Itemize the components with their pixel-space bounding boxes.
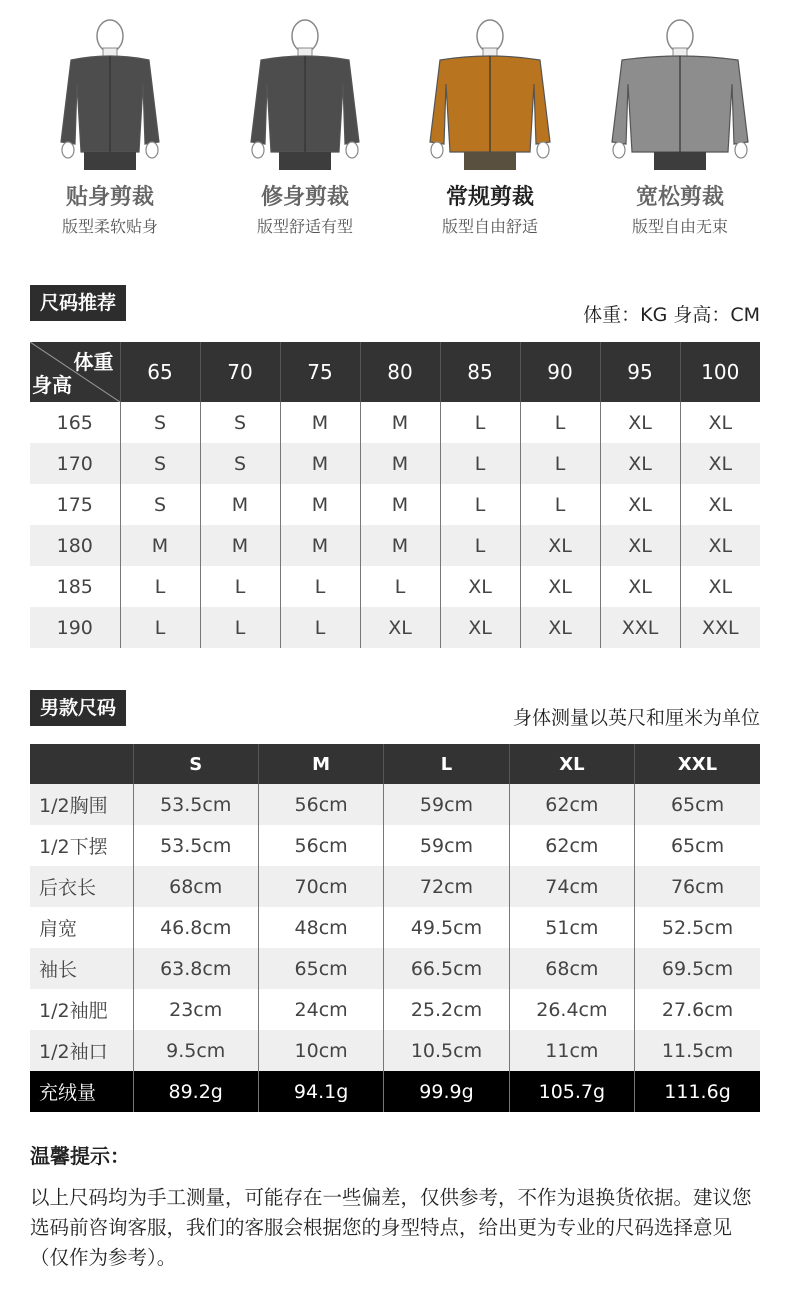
measure-label: 1/2胸围 bbox=[30, 784, 133, 825]
size-cell: M bbox=[360, 525, 440, 566]
size-cell: XL bbox=[708, 411, 733, 434]
measure-label: 肩宽 bbox=[30, 907, 133, 948]
size-cell: L bbox=[440, 525, 520, 566]
measure-cell: 11.5cm bbox=[635, 1030, 760, 1071]
height-cell: 180 bbox=[30, 525, 120, 566]
down-fill-cell: 105.7g bbox=[509, 1071, 634, 1112]
measure-cell: 63.8cm bbox=[133, 948, 258, 989]
measure-cell: 59cm bbox=[384, 825, 509, 866]
size-cell: XL bbox=[600, 484, 680, 525]
down-fill-row bbox=[30, 1071, 760, 1112]
tips-body: 以上尺码均为手工测量，可能存在一些偏差，仅供参考，不作为退换货依据。建议您选码前咨询客服，我们的客服会根据您的身型特点，给出更为专业的尺码选择意见（仅作为参考）。 bbox=[30, 1186, 752, 1269]
measure-cell: 10.5cm bbox=[384, 1030, 509, 1071]
size-cell: XL bbox=[680, 525, 760, 566]
measure-cell: 48cm bbox=[258, 907, 383, 948]
size-header: S bbox=[133, 744, 258, 784]
measure-cell: 11cm bbox=[509, 1030, 634, 1071]
measure-cell: 70cm bbox=[258, 866, 383, 907]
size-cell: M bbox=[280, 525, 360, 566]
size-cell: M bbox=[200, 484, 280, 525]
size-cell: XXL bbox=[680, 607, 760, 648]
size-header: M bbox=[258, 744, 383, 784]
table-row bbox=[30, 443, 760, 484]
table-row bbox=[30, 784, 760, 825]
measure-label: 1/2袖肥 bbox=[30, 989, 133, 1030]
mens-size-tag: 男款尺码 bbox=[30, 690, 126, 726]
size-cell: S bbox=[200, 443, 280, 484]
measure-cell: 65cm bbox=[670, 834, 725, 857]
height-label: 身高 bbox=[32, 373, 72, 397]
size-cell: M bbox=[360, 443, 440, 484]
size-cell: XL bbox=[360, 607, 440, 648]
size-cell: XXL bbox=[600, 607, 680, 648]
table-row bbox=[30, 989, 760, 1030]
size-header: XXL bbox=[635, 744, 760, 784]
measure-label: 1/2下摆 bbox=[30, 825, 133, 866]
fit-card-3 bbox=[395, 0, 585, 238]
weight-header: 65 bbox=[120, 342, 200, 402]
table-row bbox=[30, 484, 760, 525]
measure-label: 后衣长 bbox=[30, 866, 133, 907]
table-row bbox=[30, 607, 760, 648]
measure-cell: 76cm bbox=[635, 866, 760, 907]
size-cell: XL bbox=[440, 607, 520, 648]
measure-cell: 46.8cm bbox=[133, 907, 258, 948]
size-cell: S bbox=[200, 402, 280, 443]
size-cell: S bbox=[120, 484, 200, 525]
table-row bbox=[30, 1030, 760, 1071]
size-cell: M bbox=[360, 484, 440, 525]
measure-cell: 27.6cm bbox=[661, 998, 734, 1021]
size-cell: S bbox=[120, 443, 200, 484]
table-row bbox=[30, 825, 760, 866]
height-cell: 165 bbox=[30, 402, 120, 443]
down-fill-label: 充绒量 bbox=[30, 1071, 133, 1112]
weight-header: 90 bbox=[520, 342, 600, 402]
measure-cell: 56cm bbox=[258, 825, 383, 866]
measure-cell: 62cm bbox=[509, 784, 634, 825]
size-cell: M bbox=[280, 402, 360, 443]
fit-title: 常规剪裁 bbox=[445, 185, 534, 210]
measure-cell: 26.4cm bbox=[509, 989, 634, 1030]
size-cell: XL bbox=[708, 493, 733, 516]
measure-cell: 66.5cm bbox=[384, 948, 509, 989]
height-cell: 190 bbox=[30, 607, 120, 648]
measure-cell: 68cm bbox=[509, 948, 634, 989]
measure-cell: 10cm bbox=[258, 1030, 383, 1071]
size-cell: XL bbox=[600, 525, 680, 566]
fit-types bbox=[0, 0, 790, 250]
jacket-figure-icon bbox=[15, 12, 205, 172]
jacket-figure-icon bbox=[395, 12, 585, 172]
blank-header bbox=[30, 744, 133, 784]
recommend-unit-note: 体重：KG 身高：CM bbox=[583, 304, 760, 326]
weight-header: 95 bbox=[600, 342, 680, 402]
weight-header: 80 bbox=[360, 342, 440, 402]
size-cell: L bbox=[440, 484, 520, 525]
measure-cell: 65cm bbox=[258, 948, 383, 989]
table-row bbox=[30, 907, 760, 948]
weight-header: 70 bbox=[200, 342, 280, 402]
size-header: L bbox=[384, 744, 509, 784]
measure-cell: 51cm bbox=[509, 907, 634, 948]
size-cell: XL bbox=[520, 607, 600, 648]
weight-header: 100 bbox=[680, 342, 760, 402]
down-fill-cell: 99.9g bbox=[384, 1071, 509, 1112]
size-cell: XL bbox=[520, 525, 600, 566]
size-cell: XL bbox=[600, 402, 680, 443]
measure-label: 袖长 bbox=[30, 948, 133, 989]
fit-title: 贴身剪裁 bbox=[65, 185, 154, 210]
corner-header bbox=[30, 342, 120, 402]
size-cell: XL bbox=[520, 566, 600, 607]
size-cell: XL bbox=[440, 566, 520, 607]
measure-cell: 49.5cm bbox=[384, 907, 509, 948]
size-cell: L bbox=[440, 443, 520, 484]
measure-cell: 68cm bbox=[133, 866, 258, 907]
jacket-figure-icon bbox=[210, 12, 400, 172]
fit-card-4 bbox=[585, 0, 775, 238]
size-cell: M bbox=[200, 525, 280, 566]
down-fill-cell: 111.6g bbox=[635, 1071, 760, 1112]
measure-cell: 69.5cm bbox=[635, 948, 760, 989]
size-cell: L bbox=[520, 443, 600, 484]
weight-header: 75 bbox=[280, 342, 360, 402]
fit-title: 修身剪裁 bbox=[260, 185, 349, 210]
size-cell: L bbox=[120, 566, 200, 607]
measure-cell: 74cm bbox=[509, 866, 634, 907]
fit-description: 版型自由无束 bbox=[631, 217, 728, 236]
table-row bbox=[30, 866, 760, 907]
size-cell: L bbox=[120, 607, 200, 648]
weight-label: 体重 bbox=[73, 350, 114, 374]
height-cell: 170 bbox=[30, 443, 120, 484]
tips-title: 温馨提示： bbox=[30, 1144, 130, 1168]
size-cell: M bbox=[360, 402, 440, 443]
size-cell: XL bbox=[708, 575, 733, 598]
fit-title: 宽松剪裁 bbox=[635, 185, 724, 210]
measure-cell: 52.5cm bbox=[661, 916, 734, 939]
mens-size-table bbox=[30, 744, 760, 1112]
down-fill-cell: 89.2g bbox=[133, 1071, 258, 1112]
weight-header: 85 bbox=[440, 342, 520, 402]
table-row bbox=[30, 566, 760, 607]
mens-unit-note: 身体测量以英尺和厘米为单位 bbox=[512, 707, 760, 729]
size-cell: M bbox=[120, 525, 200, 566]
measure-cell: 62cm bbox=[509, 825, 634, 866]
size-cell: L bbox=[200, 566, 280, 607]
height-cell: 175 bbox=[30, 484, 120, 525]
size-cell: L bbox=[280, 566, 360, 607]
size-cell: L bbox=[280, 607, 360, 648]
measure-cell: 53.5cm bbox=[133, 825, 258, 866]
measure-cell: 53.5cm bbox=[133, 784, 258, 825]
fit-description: 版型舒适有型 bbox=[256, 217, 353, 236]
measure-cell: 65cm bbox=[635, 784, 760, 825]
jacket-figure-icon bbox=[585, 12, 775, 172]
size-cell: L bbox=[440, 402, 520, 443]
size-cell: XL bbox=[680, 443, 760, 484]
size-header: XL bbox=[509, 744, 634, 784]
size-cell: L bbox=[520, 484, 600, 525]
table-row bbox=[30, 402, 760, 443]
table-row bbox=[30, 525, 760, 566]
measure-cell: 24cm bbox=[258, 989, 383, 1030]
measure-cell: 59cm bbox=[384, 784, 509, 825]
size-recommend-tag: 尺码推荐 bbox=[30, 285, 126, 321]
size-cell: M bbox=[280, 484, 360, 525]
size-cell: L bbox=[200, 607, 280, 648]
down-fill-cell: 94.1g bbox=[258, 1071, 383, 1112]
height-cell: 185 bbox=[30, 566, 120, 607]
measure-cell: 72cm bbox=[384, 866, 509, 907]
measure-cell: 9.5cm bbox=[133, 1030, 258, 1071]
fit-card-1 bbox=[15, 0, 205, 238]
table-row bbox=[30, 948, 760, 989]
fit-description: 版型自由舒适 bbox=[441, 217, 538, 236]
measure-label: 1/2袖口 bbox=[30, 1030, 133, 1071]
size-cell: XL bbox=[600, 566, 680, 607]
size-recommend-table bbox=[30, 342, 760, 648]
size-cell: S bbox=[120, 402, 200, 443]
size-cell: L bbox=[520, 402, 600, 443]
measure-cell: 23cm bbox=[133, 989, 258, 1030]
measure-cell: 56cm bbox=[258, 784, 383, 825]
fit-card-2 bbox=[210, 0, 400, 238]
size-cell: L bbox=[360, 566, 440, 607]
fit-description: 版型柔软贴身 bbox=[61, 217, 158, 236]
size-cell: XL bbox=[600, 443, 680, 484]
size-cell: M bbox=[280, 443, 360, 484]
measure-cell: 25.2cm bbox=[384, 989, 509, 1030]
